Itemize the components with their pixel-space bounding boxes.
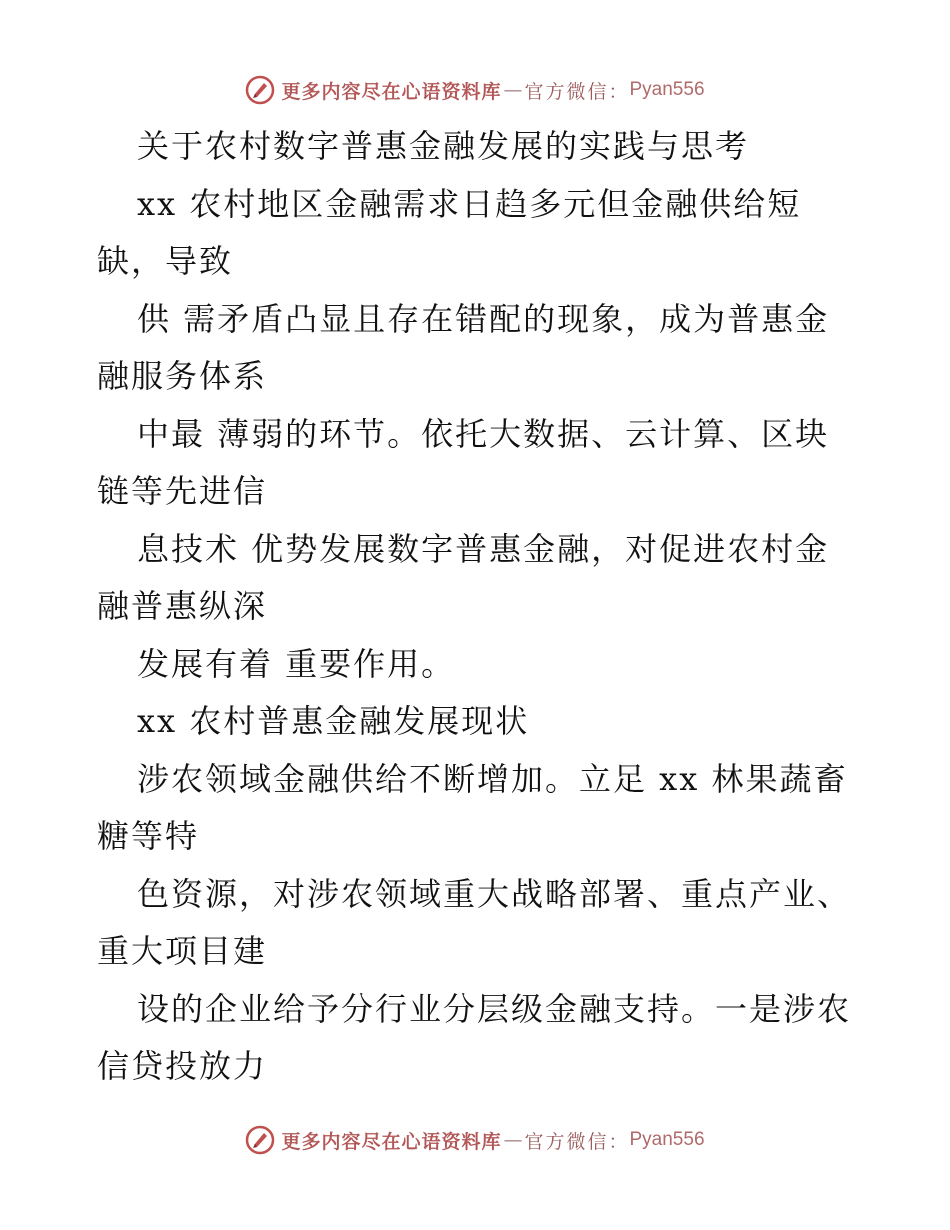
watermark-main-text: 更多内容尽在心语资料库 — [281, 1130, 502, 1153]
watermark-dash: — — [503, 1129, 523, 1151]
text-line: 供 需矛盾凸显且存在错配的现象，成为普惠金 — [137, 299, 830, 338]
text-line: 涉农领域金融供给不断增加。立足 xx 林果蔬畜 — [137, 759, 848, 798]
watermark-wechat-id: Pyan556 — [629, 1129, 705, 1150]
text-line: 设的企业给予分行业分层级金融支持。一是涉农 — [137, 989, 852, 1028]
text-line: 息技术 优势发展数字普惠金融，对促进农村金 — [137, 529, 830, 568]
watermark-logo-icon — [245, 75, 275, 105]
watermark-wechat-label: 官方微信： — [524, 80, 630, 103]
text-line: 信贷投放力 — [97, 1047, 268, 1085]
text-line: 关于农村数字普惠金融发展的实践与思考 — [137, 127, 750, 165]
text-line: 缺，导致 — [97, 242, 234, 280]
text-line: xx 农村普惠金融发展现状 — [137, 702, 530, 740]
text-line: xx 农村地区金融需求日趋多元但金融供给短 — [137, 184, 802, 223]
text-line: 色资源，对涉农领域重大战略部署、重点产业、 — [137, 874, 852, 913]
document-body — [97, 118, 857, 1096]
text-line: 糖等特 — [97, 817, 200, 855]
text-line: 链等先进信 — [97, 472, 268, 510]
watermark-wechat-id: Pyan556 — [629, 79, 705, 100]
text-line: 融服务体系 — [97, 357, 268, 395]
watermark-dash: — — [503, 79, 523, 101]
watermark-wechat-label: 官方微信： — [524, 1130, 630, 1153]
text-line: 发展有着 重要作用。 — [137, 644, 456, 683]
header-watermark — [0, 70, 950, 110]
text-line: 融普惠纵深 — [97, 587, 268, 625]
footer-watermark — [0, 1120, 950, 1160]
text-line: 中最 薄弱的环节。依托大数据、云计算、区块 — [137, 414, 830, 453]
watermark-main-text: 更多内容尽在心语资料库 — [281, 80, 502, 103]
text-line: 重大项目建 — [97, 932, 268, 970]
watermark-logo-icon — [245, 1125, 275, 1155]
